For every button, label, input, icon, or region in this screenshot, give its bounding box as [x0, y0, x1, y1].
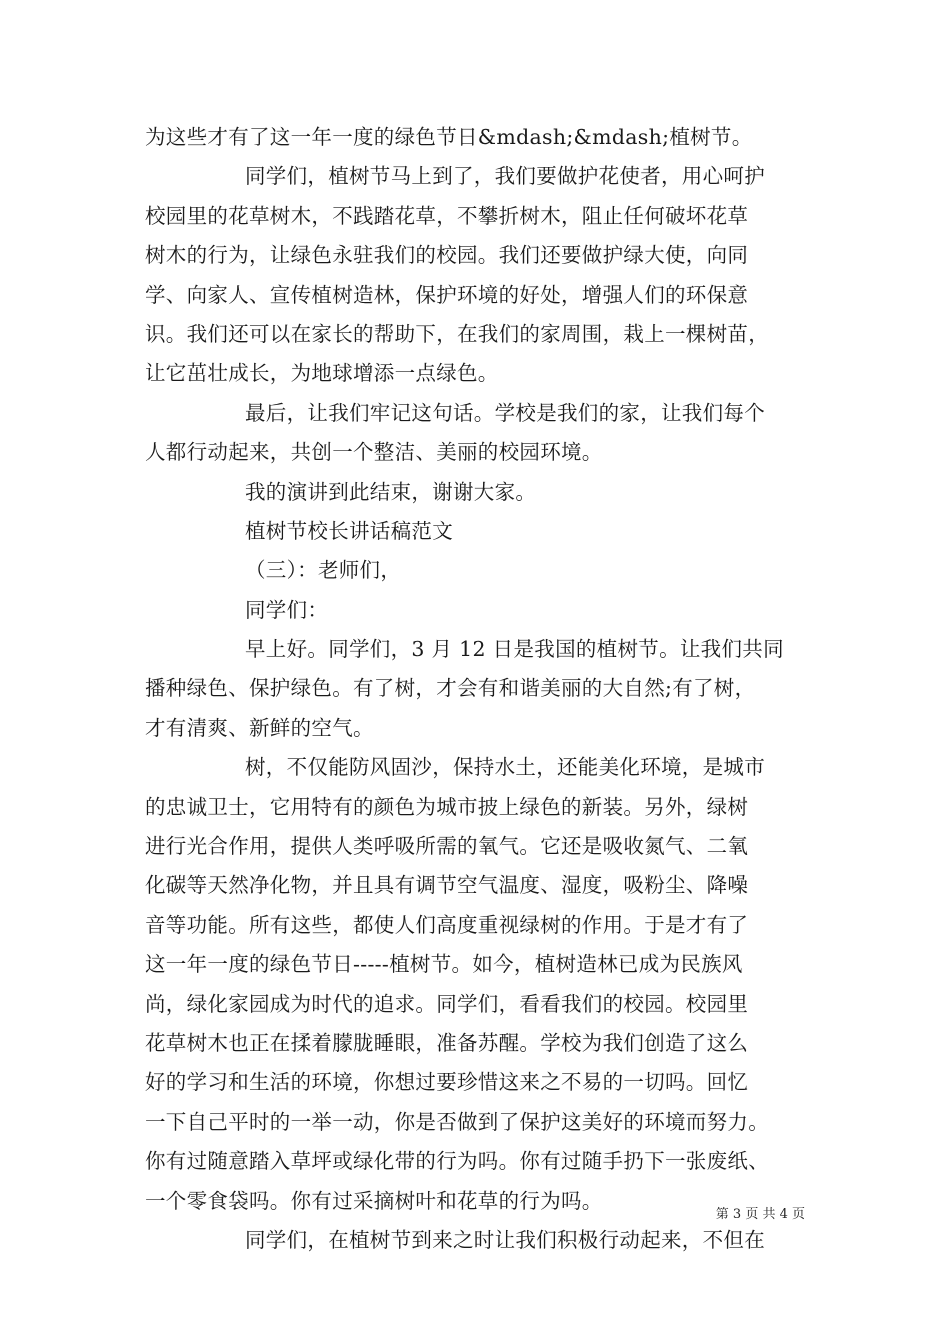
text-line: 同学们，在植树节到来之时让我们积极行动起来，不但在	[245, 1227, 765, 1252]
text-line: 树木的行为，让绿色永驻我们的校园。我们还要做护绿大使，向同	[145, 243, 749, 268]
text-line: 一个零食袋吗。你有过采摘树叶和花草的行为吗。	[145, 1188, 603, 1213]
text-line: 学、向家人、宣传植树造林，保护环境的好处，增强人们的环保意	[145, 282, 749, 307]
text-line: 人都行动起来，共创一个整洁、美丽的校园环境。	[145, 440, 603, 465]
section-title: 植树节校长讲话稿范文	[245, 518, 453, 543]
text-line: 的忠诚卫士，它用特有的颜色为城市披上绿色的新装。另外，绿树	[145, 794, 749, 819]
text-line: 同学们：	[245, 597, 329, 622]
text-line: 最后，让我们牢记这句话。学校是我们的家，让我们每个	[245, 400, 765, 425]
text-line: 树，不仅能防风固沙，保持水土，还能美化环境，是城市	[245, 755, 765, 780]
text-line: 识。我们还可以在家长的帮助下，在我们的家周围，栽上一棵树苗，	[145, 321, 769, 346]
page-number-footer: 第 3 页 共 4 页	[715, 1207, 805, 1222]
text-line: 一下自己平时的一举一动，你是否做到了保护这美好的环境而努力。	[145, 1109, 769, 1134]
text-line: 播种绿色、保护绿色。有了树，才会有和谐美丽的大自然;有了树，	[145, 676, 756, 701]
text-line: 花草树木也正在揉着朦胧睡眼，准备苏醒。学校为我们创造了这么	[145, 1030, 749, 1055]
text-line: 让它茁壮成长，为地球增添一点绿色。	[145, 361, 499, 386]
text-line: 尚，绿化家园成为时代的追求。同学们，看看我们的校园。校园里	[145, 991, 749, 1016]
text-line: （三）：老师们，	[245, 558, 402, 583]
text-line: 音等功能。所有这些，都使人们高度重视绿树的作用。于是才有了	[145, 912, 749, 937]
text-line: 早上好。同学们，3 月 12 日是我国的植树节。让我们共同	[245, 637, 784, 662]
text-line: 你有过随意踏入草坪或绿化带的行为吗。你有过随手扔下一张废纸、	[145, 1149, 769, 1174]
text-line: 化碳等天然净化物，并且具有调节空气温度、湿度，吸粉尘、降噪	[145, 873, 749, 898]
text-line: 好的学习和生活的环境，你想过要珍惜这来之不易的一切吗。回忆	[145, 1070, 749, 1095]
document-body	[145, 118, 805, 1260]
text-line: 这一年一度的绿色节日-----植树节。如今，植树造林已成为民族风	[145, 952, 743, 977]
text-line: 进行光合作用，提供人类呼吸所需的氧气。它还是吸收氮气、二氧	[145, 834, 749, 859]
text-line: 同学们，植树节马上到了，我们要做护花使者，用心呵护	[245, 164, 765, 189]
text-line: 我的演讲到此结束，谢谢大家。	[245, 479, 537, 504]
text-line: 校园里的花草树木，不践踏花草，不攀折树木，阻止任何破坏花草	[145, 203, 749, 228]
text-line: 才有清爽、新鲜的空气。	[145, 715, 374, 740]
text-line: 为这些才有了这一年一度的绿色节日&mdash;&mdash;植树节。	[145, 125, 753, 149]
